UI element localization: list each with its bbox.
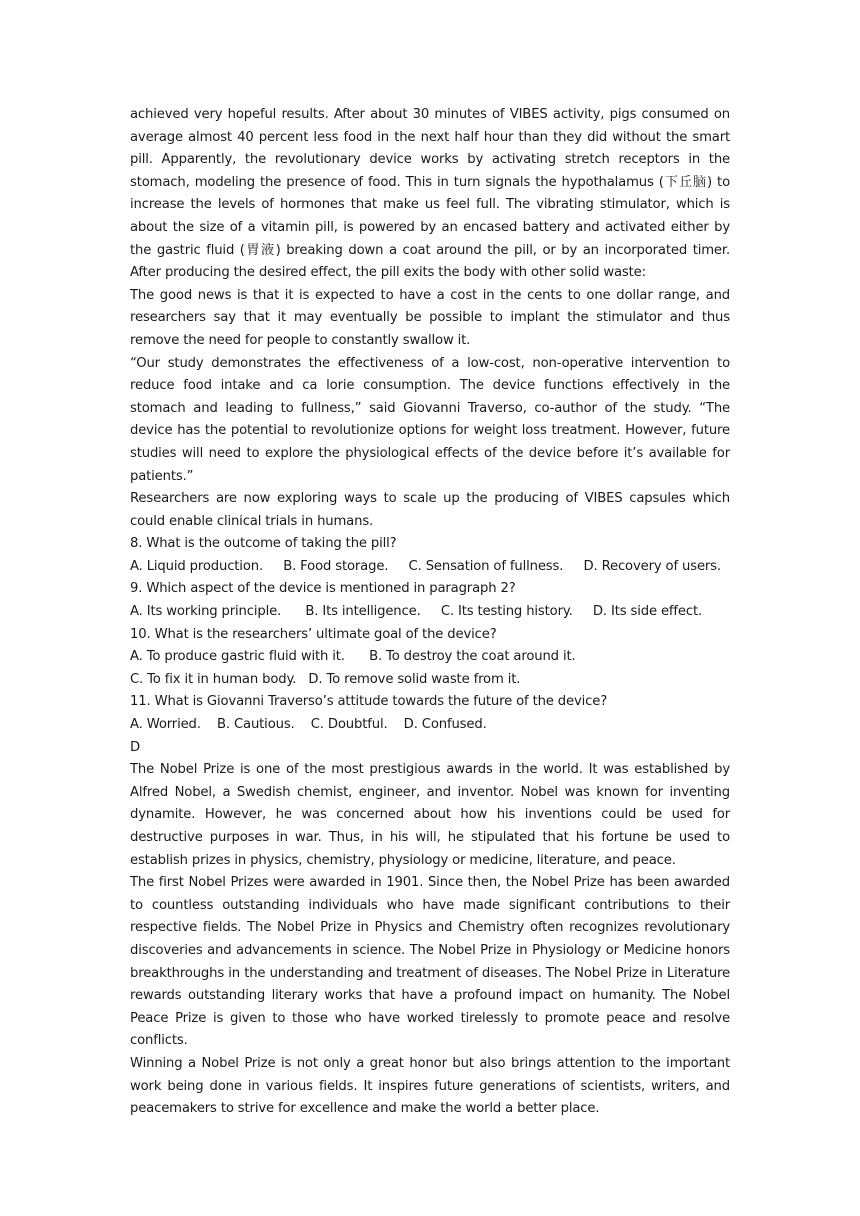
question-9: 9. Which aspect of the device is mentioned in paragraph 2? xyxy=(130,581,516,597)
passage-d-paragraph-3: Winning a Nobel Prize is not only a great honor but also brings attention to the important work being done in various fields. It inspires future generations of scientists, writers, and peacemakers to strive for excellence and make the world a better place. xyxy=(130,1055,730,1117)
question-9-options: A. Its working principle. B. Its intelligence. C. Its testing history. D. Its side effect. xyxy=(130,604,703,620)
document-page xyxy=(130,104,730,1121)
question-8: 8. What is the outcome of taking the pill? xyxy=(130,536,397,552)
passage-c-paragraph-2: The good news is that it is expected to have a cost in the cents to one dollar range, and researchers say that it may eventually be possible to implant the stimulator and thus remove the need for people to constantly swallow it. xyxy=(130,287,730,348)
passage-c-paragraph-3: “Our study demonstrates the effectiveness of a low-cost, non-operative intervention to reduce food intake and ca lorie consumption. The device functions effectively in the stomach and leading to fullness,” said Giovanni Traverso, co-author of the study. “The device has the potential to revolutionize options for weight loss treatment. However, future studies will need to explore the physiological effects of the device before it’s available for patients.” xyxy=(130,355,730,484)
question-8-options: A. Liquid production. B. Food storage. C. Sensation of fullness. D. Recovery of users. xyxy=(130,558,721,574)
question-10-options-line-2: C. To fix it in human body. D. To remove solid waste from it. xyxy=(130,671,521,687)
passage-d-label: D xyxy=(130,739,141,755)
passage-d-paragraph-1: The Nobel Prize is one of the most prestigious awards in the world. It was established by Alfred Nobel, a Swedish chemist, engineer, and inventor. Nobel was known for inventing dynamite. However, he was concerned about how his inventions could be used for destructive purposes in war. Thus, in his will, he stipulated that his fortune be used to establish prizes in physics, chemistry, physiology or medicine, literature, and peace. xyxy=(130,762,730,868)
passage-d-paragraph-2: The first Nobel Prizes were awarded in 1901. Since then, the Nobel Prize has been awarded to countless outstanding individuals who have made significant contributions to their respective fields. The Nobel Prize in Physics and Chemistry often recognizes revolutionary discoveries and advancements in science. The Nobel Prize in Physiology or Medicine honors breakthroughs in the understanding and treatment of diseases. The Nobel Prize in Literature rewards outstanding literary works that have a profound impact on humanity. The Nobel Peace Prize is given to those who have worked tirelessly to promote peace and resolve conflicts. xyxy=(130,875,730,1049)
passage-c-paragraph-4: Researchers are now exploring ways to scale up the producing of VIBES capsules which could enable clinical trials in humans. xyxy=(130,491,730,529)
question-11: 11. What is Giovanni Traverso’s attitude towards the future of the device? xyxy=(130,694,608,710)
question-10: 10. What is the researchers’ ultimate goal of the device? xyxy=(130,626,497,642)
passage-c-paragraph-1: achieved very hopeful results. After about 30 minutes of VIBES activity, pigs consumed on average almost 40 percent less food in the next half hour than they did without the smart pill. Apparently, the revolutionary device works by activating stretch receptors in the stomach, modeling the presence of food. This in turn signals the hypothalamus (下丘脑) to increase the levels of hormones that make us feel full. The vibrating stimulator, which is about the size of a vitamin pill, is powered by an encased battery and activated either by the gastric fluid (胃液) breaking down a coat around the pill, or by an incorporated timer. After producing the desired effect, the pill exits the body with other solid waste: xyxy=(130,107,730,281)
question-11-options: A. Worried. B. Cautious. C. Doubtful. D. Confused. xyxy=(130,717,487,733)
question-10-options-line-1: A. To produce gastric fluid with it. B. To destroy the coat around it. xyxy=(130,649,576,665)
